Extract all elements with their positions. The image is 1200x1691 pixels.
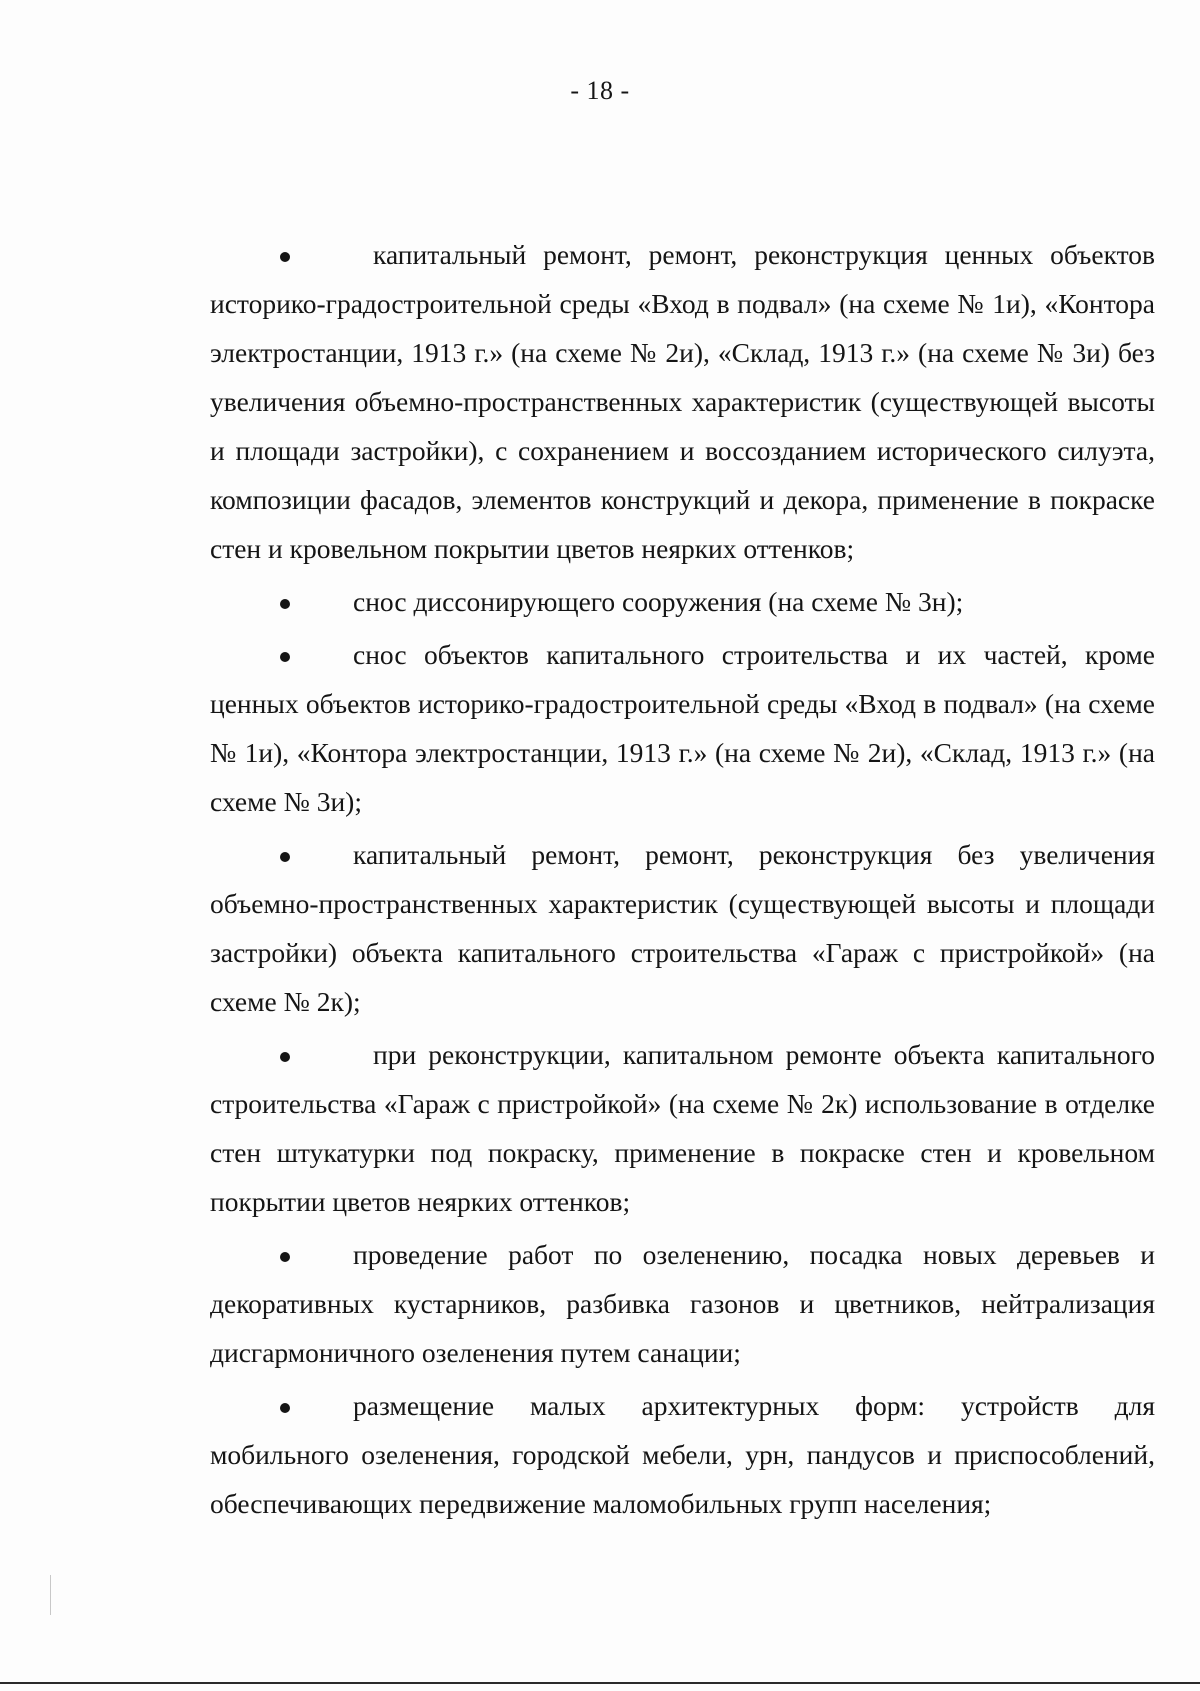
list-item-text: размещение малых архитектурных форм: устройств для мобильного озеленения, городской мебели, урн, пандусов и приспособлений, обеспечивающих передвижение маломобильных групп населения;: [210, 1390, 1155, 1519]
bullet-icon: [280, 1403, 290, 1413]
bullet-icon: [280, 252, 290, 262]
list-item-text: снос диссонирующего сооружения (на схеме № 3н);: [353, 586, 964, 617]
list-item: [210, 577, 1155, 626]
bullet-icon: [280, 1052, 290, 1062]
bullet-list: [210, 230, 1155, 1532]
list-item-text: капитальный ремонт, ремонт, реконструкция без увеличения объемно-пространственных характеристик (существующей высоты и площади застройки) объекта капитального строительства «Гараж с пристройкой» (на схеме № 2к);: [210, 839, 1155, 1017]
page-number: - 18 -: [570, 76, 630, 105]
bullet-icon: [280, 852, 290, 862]
list-item: [210, 230, 1155, 573]
list-item: [210, 1381, 1155, 1528]
list-item: [210, 1030, 1155, 1226]
list-item-text: проведение работ по озеленению, посадка новых деревьев и декоративных кустарников, разбивка газонов и цветников, нейтрализация дисгармоничного озеленения путем санации;: [210, 1239, 1155, 1368]
bullet-icon: [280, 652, 290, 662]
page-bottom-rule: [0, 1682, 1200, 1684]
bullet-icon: [280, 599, 290, 609]
bullet-icon: [280, 1252, 290, 1262]
list-item-text: при реконструкции, капитальном ремонте объекта капитального строительства «Гараж с пристройкой» (на схеме № 2к) использование в отделке стен штукатурки под покраску, применение в покраске стен и кровельном покрытии цветов неярких оттенков;: [210, 1039, 1155, 1217]
list-item: [210, 630, 1155, 826]
list-item-text: капитальный ремонт, ремонт, реконструкция ценных объектов историко-градостроительной среды «Вход в подвал» (на схеме № 1и), «Контора электростанции, 1913 г.» (на схеме № 2и), «Склад, 1913 г.» (на схеме № 3и) без увеличения объемно-пространственных характеристик (существующей высоты и площади застройки), с сохранением и воссозданием исторического силуэта, композиции фасадов, элементов конструкций и декора, применение в покраске стен и кровельном покрытии цветов неярких оттенков;: [210, 239, 1155, 564]
list-item: [210, 830, 1155, 1026]
list-item-text: снос объектов капитального строительства и их частей, кроме ценных объектов историко-градостроительной среды «Вход в подвал» (на схеме № 1и), «Контора электростанции, 1913 г.» (на схеме № 2и), «Склад, 1913 г.» (на схеме № 3и);: [210, 639, 1155, 817]
scan-mark: [50, 1575, 51, 1615]
list-item: [210, 1230, 1155, 1377]
